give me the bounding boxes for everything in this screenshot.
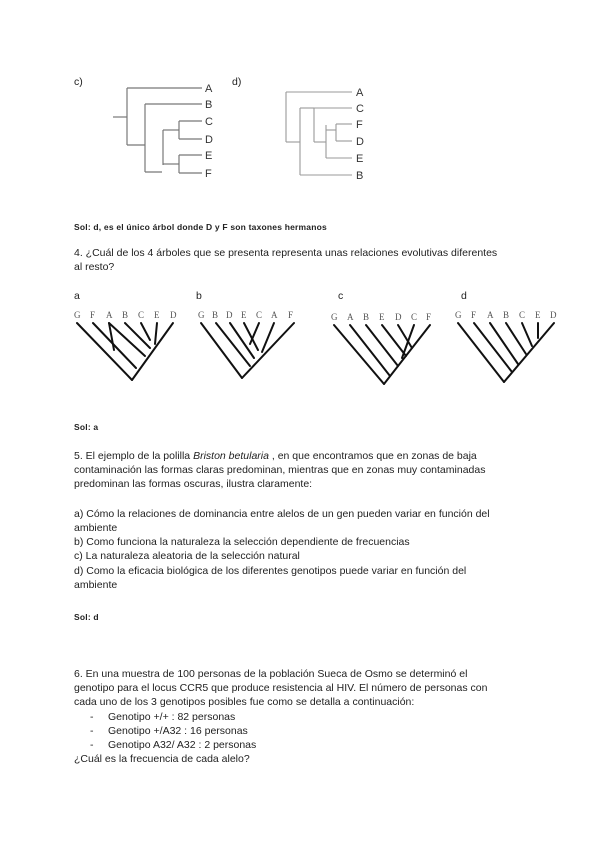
- q3-solution: Sol: d, es el único árbol donde D y F son taxones hermanos: [74, 222, 327, 232]
- q4-text-line1: 4. ¿Cuál de los 4 árboles que se presenta representa unas relaciones evolutivas diferentes: [74, 247, 498, 259]
- tree-d2-tip: F: [471, 310, 477, 320]
- list-item: -: [90, 739, 94, 751]
- tree-d: [270, 80, 380, 180]
- genotype-item: Genotipo A32/ A32 : 2 personas: [108, 739, 257, 751]
- tree-d-tip: F: [356, 119, 363, 131]
- list-item: -: [90, 711, 94, 723]
- q6-text-line1: 6. En una muestra de 100 personas de la población Sueca de Osmo se determinó el: [74, 668, 468, 680]
- tree-d-label: d): [232, 76, 242, 88]
- q5-text-pre: 5. El ejemplo de la polilla: [74, 450, 194, 462]
- tree-b-tip: E: [241, 310, 247, 320]
- tree-d-tip: C: [356, 103, 364, 115]
- tree-c2-tip: D: [395, 312, 402, 322]
- q6-text-line3: cada uno de los 3 genotipos posibles fue como se detalla a continuación:: [74, 696, 415, 708]
- tree-c-tip: B: [205, 99, 213, 111]
- species-name: Briston betularia: [193, 450, 269, 462]
- tree-c2-tip: E: [379, 312, 385, 322]
- q6-question: ¿Cuál es la frecuencia de cada alelo?: [74, 753, 250, 765]
- tree-a-label: a: [74, 290, 80, 302]
- q5-option-a: a) Cómo la relaciones de dominancia entre alelos de un gen pueden variar en función del: [74, 508, 490, 520]
- q4-solution: Sol: a: [74, 422, 99, 432]
- tree-d2-tip: A: [487, 310, 494, 320]
- tree-d-tip: A: [356, 87, 364, 99]
- tree-a-tip: E: [154, 310, 160, 320]
- tree-c-tip: D: [205, 134, 213, 146]
- q5-text-line3: predominan las formas oscuras, ilustra claramente:: [74, 478, 313, 490]
- q4-text-line2: al resto?: [74, 261, 115, 273]
- tree-d2-tip: D: [550, 310, 557, 320]
- tree-c: [105, 78, 235, 183]
- q5-text-line2: contaminación las formas claras predominan, mientras que en zonas muy contaminadas: [74, 464, 486, 476]
- tree-b-tip: C: [256, 310, 263, 320]
- q5-solution: Sol: d: [74, 612, 99, 622]
- q5-option-b: b) Como funciona la naturaleza la selección dependiente de frecuencias: [74, 536, 410, 548]
- tree-a-tip: C: [138, 310, 145, 320]
- genotype-item: Genotipo +/+ : 82 personas: [108, 711, 236, 723]
- tree-a-tip: D: [170, 310, 177, 320]
- tree-a-tip: B: [122, 310, 129, 320]
- q5-text-line1: [74, 449, 477, 463]
- tree-a: [70, 308, 185, 388]
- tree-a-tip: F: [90, 310, 96, 320]
- q5-option-d-cont: ambiente: [74, 579, 118, 591]
- tree-d2-tip: G: [455, 310, 462, 320]
- q5-option-d: d) Como la eficacia biológica de los diferentes genotipos puede variar en función del: [74, 565, 467, 577]
- tree-b-tip: A: [271, 310, 278, 320]
- tree-c-tip: E: [205, 150, 213, 162]
- tree-d2-tip: E: [535, 310, 541, 320]
- tree-c-tip: A: [205, 83, 213, 95]
- tree-a-tip: A: [106, 310, 113, 320]
- tree-c-tip: C: [205, 116, 213, 128]
- q6-text-line2: genotipo para el locus CCR5 que produce resistencia al HIV. El número de personas con: [74, 682, 488, 694]
- tree-c2-tip: C: [411, 312, 418, 322]
- tree-d2-label: d: [461, 290, 467, 302]
- q5-option-c: c) La naturaleza aleatoria de la selección natural: [74, 550, 300, 562]
- tree-d-tip: E: [356, 153, 364, 165]
- tree-d2-tip: C: [519, 310, 526, 320]
- tree-b-tip: D: [226, 310, 233, 320]
- tree-c2-tip: G: [331, 312, 338, 322]
- q5-text-post: , en que encontramos que en zonas de baja: [268, 450, 477, 462]
- tree-b-tip: G: [198, 310, 205, 320]
- list-item: -: [90, 725, 94, 737]
- tree-c2: [326, 310, 441, 390]
- tree-c2-tip: A: [347, 312, 354, 322]
- tree-d2: [450, 308, 565, 388]
- tree-c2-tip: B: [363, 312, 370, 322]
- q5-option-a-cont: ambiente: [74, 522, 118, 534]
- tree-d2-tip: B: [503, 310, 510, 320]
- tree-c-tip: F: [205, 168, 212, 180]
- tree-d-tip: B: [356, 170, 364, 180]
- tree-b: [194, 308, 309, 388]
- genotype-item: Genotipo +/A32 : 16 personas: [108, 725, 248, 737]
- tree-b-label: b: [196, 290, 202, 302]
- tree-b-tip: B: [212, 310, 219, 320]
- tree-c2-tip: F: [426, 312, 432, 322]
- tree-b-tip: F: [288, 310, 294, 320]
- tree-a-tip: G: [74, 310, 81, 320]
- tree-d-tip: D: [356, 136, 364, 148]
- tree-c2-label: c: [338, 290, 344, 302]
- tree-c-label: c): [74, 76, 83, 88]
